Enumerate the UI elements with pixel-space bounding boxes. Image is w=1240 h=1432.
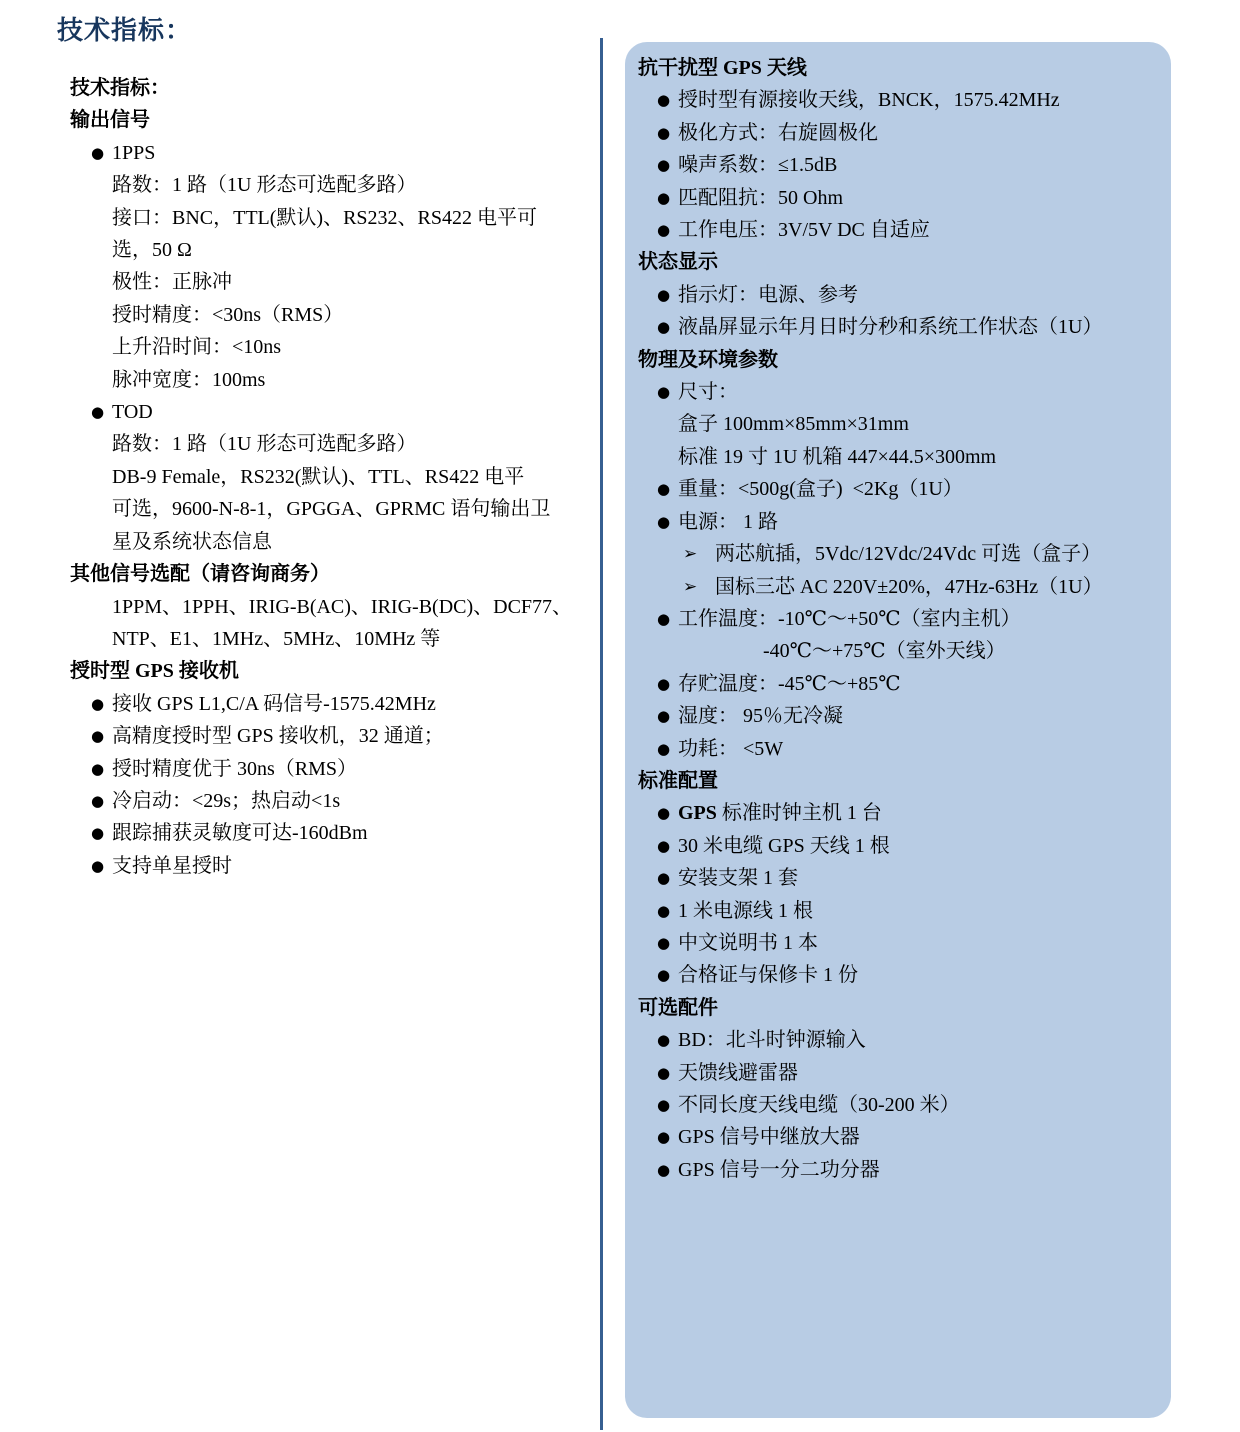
section-heading (625, 992, 1171, 1024)
bullet-icon: ● (657, 512, 671, 531)
bullet-icon: ● (657, 707, 671, 726)
spec-text: 30 米电缆 GPS 天线 1 根 (678, 834, 890, 857)
spec-text: 极化方式：右旋圆极化 (678, 121, 878, 144)
spec-text: 选，50 Ω (112, 239, 192, 262)
section-heading (70, 104, 602, 136)
spec-text: 湿度： 95％无冷凝 (678, 705, 843, 728)
spec-item (625, 84, 1171, 116)
spec-text: 标准时钟主机 1 台 (716, 802, 882, 825)
spec-item (625, 959, 1171, 991)
bullet-icon: ● (657, 1096, 671, 1114)
spec-item (625, 668, 1171, 700)
spec-item (625, 311, 1171, 343)
bullet-icon: ● (657, 480, 671, 499)
page-title: 技术指标： (57, 15, 193, 45)
section-heading (625, 52, 1171, 84)
spec-text: 工作温度：-10℃～+50℃（室内主机） (678, 607, 1021, 630)
spec-item (625, 182, 1171, 214)
spec-text: 授时精度优于 30ns（RMS） (112, 757, 358, 780)
spec-text: 授时型有源接收天线，BNCK，1575.42MHz (678, 89, 1060, 112)
bullet-icon: ● (91, 694, 105, 713)
spec-item (625, 1057, 1171, 1089)
section-heading (70, 72, 602, 104)
spec-text: 路数：1 路（1U 形态可选配多路） (112, 174, 417, 197)
spec-line (70, 493, 602, 525)
section-heading (625, 765, 1171, 797)
bullet-icon: ● (657, 1160, 671, 1179)
bullet-icon: ● (657, 901, 671, 920)
spec-line (70, 331, 602, 363)
bullet-icon: ● (657, 933, 671, 952)
spec-text: 工作电压：3V/5V DC 自适应 (678, 219, 930, 242)
section-heading (70, 655, 602, 687)
spec-text: 功耗： <5W (678, 737, 784, 760)
spec-subitem (625, 571, 1171, 603)
spec-item (70, 720, 602, 752)
bullet-icon: ● (657, 804, 671, 823)
spec-text: 授时精度：<30ns（RMS） (112, 303, 344, 326)
spec-text: 支持单星授时 (112, 854, 232, 877)
bullet-icon: ● (657, 1128, 671, 1147)
spec-text: 上升沿时间：<10ns (112, 336, 282, 359)
spec-text: 合格证与保修卡 1 份 (678, 964, 858, 987)
spec-item (625, 700, 1171, 732)
spec-item (625, 214, 1171, 246)
arrow-icon: ➢ (683, 576, 698, 597)
spec-text: TOD (112, 401, 153, 424)
spec-item (625, 733, 1171, 765)
spec-item (625, 895, 1171, 927)
spec-text: GPS 信号中继放大器 (678, 1126, 860, 1149)
spec-line (70, 526, 602, 558)
spec-text: 不同长度天线电缆（30-200 米） (678, 1094, 960, 1116)
spec-item (70, 753, 602, 785)
spec-text: 路数：1 路（1U 形态可选配多路） (112, 433, 417, 456)
spec-item (625, 1089, 1171, 1121)
bullet-icon: ● (91, 403, 105, 422)
bullet-icon: ● (657, 1063, 671, 1082)
bullet-icon: ● (657, 1031, 671, 1050)
bullet-icon: ● (657, 188, 671, 207)
left-column (70, 72, 602, 882)
spec-text: 授时型 GPS 接收机 (70, 660, 239, 683)
spec-panel (625, 42, 1171, 1418)
spec-text: 标准配置 (638, 769, 718, 792)
spec-line (625, 635, 1171, 667)
spec-text: 脉冲宽度：100ms (112, 368, 266, 391)
bullet-icon: ● (657, 285, 671, 304)
spec-text: -40℃～+75℃（室外天线） (763, 640, 1006, 663)
spec-item (625, 473, 1171, 505)
bullet-icon: ● (657, 966, 671, 985)
spec-line (625, 408, 1171, 440)
spec-text: 物理及环境参数 (638, 348, 778, 371)
spec-item (70, 137, 602, 169)
spec-text: 跟踪捕获灵敏度可达-160dBm (112, 822, 368, 845)
bullet-icon: ● (91, 856, 105, 875)
spec-text: 抗干扰型 GPS 天线 (638, 57, 807, 79)
section-heading (625, 246, 1171, 278)
spec-item (625, 603, 1171, 635)
spec-item (625, 797, 1171, 829)
bullet-icon: ● (657, 674, 671, 693)
spec-text: 星及系统状态信息 (112, 530, 272, 553)
spec-line (70, 202, 602, 234)
spec-text: 匹配阻抗：50 Ohm (678, 186, 843, 209)
spec-item (70, 688, 602, 720)
spec-item (625, 376, 1171, 408)
bullet-icon: ● (91, 791, 105, 810)
bullet-icon: ● (657, 123, 671, 142)
section-heading (625, 344, 1171, 376)
spec-text: 1 米电源线 1 根 (678, 899, 813, 922)
bullet-icon: ● (657, 869, 671, 888)
bullet-icon: ● (91, 759, 105, 778)
spec-text: 液晶屏显示年月日时分秒和系统工作状态（1U） (678, 316, 1103, 339)
spec-text: 输出信号 (70, 109, 150, 132)
spec-subitem (625, 538, 1171, 570)
spec-item (625, 830, 1171, 862)
spec-line (70, 428, 602, 460)
spec-line (70, 234, 602, 266)
spec-line (70, 623, 602, 655)
spec-text: 其他信号选配（请咨询商务） (70, 563, 330, 586)
bullet-icon: ● (657, 156, 671, 175)
spec-line (70, 364, 602, 396)
bullet-icon: ● (91, 143, 105, 162)
spec-line (70, 461, 602, 493)
bullet-icon: ● (657, 609, 671, 628)
spec-item (70, 785, 602, 817)
bullet-icon: ● (91, 824, 105, 843)
spec-text: BD：北斗时钟源输入 (678, 1029, 866, 1052)
bullet-icon: ● (657, 836, 671, 855)
spec-item (625, 117, 1171, 149)
spec-text: 盒子 100mm×85mm×31mm (678, 413, 909, 436)
bullet-icon: ● (657, 318, 671, 337)
bullet-icon: ● (91, 727, 105, 746)
spec-item (70, 850, 602, 882)
spec-text: 冷启动：<29s；热启动<1s (112, 789, 341, 812)
spec-text: 标准 19 寸 1U 机箱 447×44.5×300mm (678, 445, 997, 468)
bullet-icon: ● (657, 91, 671, 110)
spec-text: NTP、E1、1MHz、5MHz、10MHz 等 (112, 627, 441, 650)
spec-item (625, 506, 1171, 538)
spec-text: 电源： 1 路 (678, 510, 778, 533)
spec-text: 两芯航插，5Vdc/12Vdc/24Vdc 可选（盒子） (715, 543, 1102, 566)
spec-text: 存贮温度：-45℃～+85℃ (678, 672, 901, 695)
spec-text: 指示灯：电源、参考 (678, 283, 858, 306)
spec-text: 安装支架 1 套 (678, 867, 798, 890)
spec-line (70, 266, 602, 298)
spec-text: GPS 信号一分二功分器 (678, 1158, 880, 1181)
bullet-icon: ● (657, 383, 671, 402)
spec-text: 可选，9600-N-8-1，GPGGA、GPRMC 语句输出卫 (112, 498, 551, 521)
spec-text: 技术指标： (70, 77, 170, 99)
spec-text: 1PPM、1PPH、IRIG-B(AC)、IRIG-B(DC)、DCF77、 (112, 595, 573, 618)
spec-text: 高精度授时型 GPS 接收机，32 通道； (112, 725, 444, 748)
arrow-icon: ➢ (683, 544, 698, 565)
spec-line (70, 299, 602, 331)
spec-item (625, 1154, 1171, 1186)
spec-text: DB-9 Female，RS232(默认)、TTL、RS422 电平 (112, 465, 525, 488)
spec-text: 噪声系数：≤1.5dB (678, 154, 838, 177)
spec-text: 中文说明书 1 本 (678, 931, 818, 954)
spec-item (625, 149, 1171, 181)
spec-text: 接口：BNC，TTL(默认)、RS232、RS422 电平可 (112, 206, 538, 229)
spec-line (70, 169, 602, 201)
bullet-icon: ● (657, 221, 671, 240)
spec-item (625, 1024, 1171, 1056)
spec-text: 极性：正脉冲 (112, 271, 232, 294)
spec-text: 国标三芯 AC 220V±20%，47Hz-63Hz（1U） (715, 575, 1103, 598)
spec-text: GPS (678, 802, 717, 825)
spec-text: 天馈线避雷器 (678, 1061, 798, 1084)
spec-line (625, 441, 1171, 473)
spec-item (70, 817, 602, 849)
spec-line (70, 591, 602, 623)
spec-text: 重量：<500g(盒子) <2Kg（1U） (678, 478, 963, 501)
spec-text: 尺寸： (678, 381, 738, 404)
spec-item (70, 396, 602, 428)
spec-text: 可选配件 (638, 996, 718, 1019)
spec-item (625, 927, 1171, 959)
spec-text: 状态显示 (638, 251, 718, 274)
spec-item (625, 1121, 1171, 1153)
spec-text: 接收 GPS L1,C/A 码信号-1575.42MHz (112, 692, 436, 715)
spec-item (625, 279, 1171, 311)
section-heading (70, 558, 602, 590)
spec-text: 1PPS (112, 141, 156, 164)
bullet-icon: ● (657, 739, 671, 758)
spec-item (625, 862, 1171, 894)
